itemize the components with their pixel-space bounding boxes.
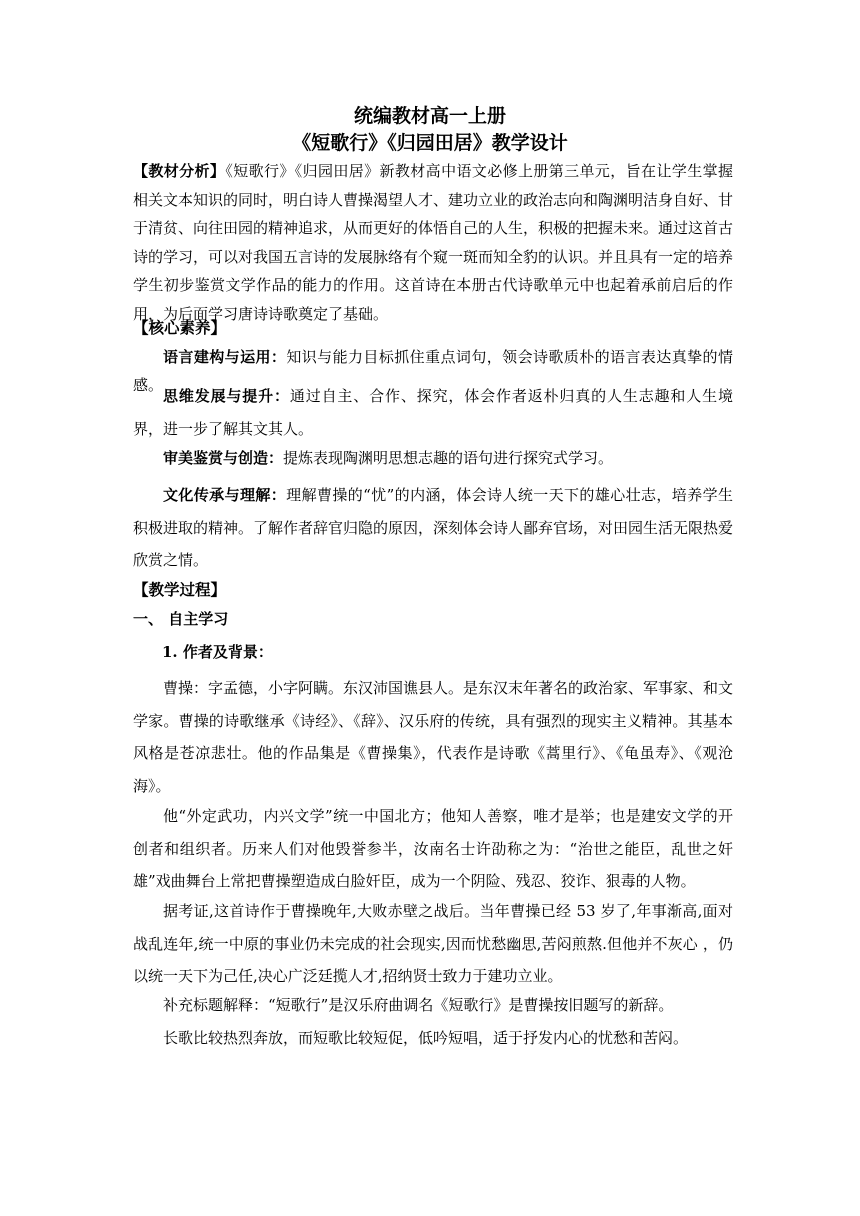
core-item-label: 审美鉴赏与创造： <box>163 449 284 467</box>
item-author-background: 1. 作者及背景： <box>162 643 273 661</box>
core-item-label: 语言建构与运用： <box>163 348 287 366</box>
core-item-text: 提炼表现陶渊明思想志趣的语句进行探究式学习。 <box>283 449 614 467</box>
core-item-text: 理解曹操的“忧”的内涵，体会诗人统一天下的雄心壮志，培养学生积极进取的精神。了解作者辞官归隐的原因，深刻体会诗人鄙弃官场，对田园生活无限热爱欣赏之情。 <box>133 486 734 569</box>
core-item-label: 文化传承与理解： <box>163 486 287 504</box>
paragraph-cao-cao-legacy: 他“外定武功，内兴文学”统一中国北方；他知人善察，唯才是举；也是建安文学的开创者和组织者。历来人们对他毁誉参半，汝南名士许劭称之为：“治世之能臣，乱世之奸雄”戏曲舞台上常把曹操塑造成白脸奸臣，成为一个阴险、残忍、狡诈、狠毒的人物。 <box>133 807 733 890</box>
core-item-culture <box>133 479 733 577</box>
textbook-analysis-text: 《短歌行》《归园田居》新教材高中语文必修上册第三单元，旨在让学生掌握相关文本知识的同时，明白诗人曹操渴望人才、建功立业的政治志向和陶渊明洁身自好、甘于清贫、向往田园的精神追求，从而更好的体悟自己的人生，积极的把握未来。通过这首古诗的学习，可以对我国五言诗的发展脉络有个窥一斑而知全豹的认识。并且具有一定的培养学生初步鉴赏文学作品的能力的作用。这首诗在本册古代诗歌单元中也起着承前启后的作用，为后面学习唐诗诗歌奠定了基础。 <box>133 162 734 323</box>
core-item-aesthetic <box>133 444 733 472</box>
core-item-thinking <box>133 380 733 445</box>
paragraph-short-song-note: 长歌比较热烈奔放，而短歌比较短促，低吟短唱，适于抒发内心的忧愁和苦闷。 <box>163 1029 689 1047</box>
paragraph-title-explanation: 补充标题解释：“短歌行”是汉乐府曲调名《短歌行》是曹操按旧题写的新辞。 <box>163 996 674 1014</box>
core-item-label: 思维发展与提升： <box>163 387 290 405</box>
section-self-study: 一、 自主学习 <box>133 610 229 628</box>
core-item-text: 通过自主、合作、探究，体会作者返朴归真的人生志趣和人生境界，进一步了解其文其人。 <box>133 387 733 438</box>
textbook-analysis-label: 【教材分析】 <box>133 162 226 180</box>
paragraph-cao-cao-bio: 曹操：字孟德，小字阿瞒。东汉沛国谯县人。是东汉末年著名的政治家、军事家、和文学家。曹操的诗歌继承《诗经》、《辞》、汉乐府的传统，具有强烈的现实主义精神。其基本风格是苍凉悲壮。他的作品集是《曹操集》，代表作是诗歌《蒿里行》、《龟虽寿》、《观沧海》。 <box>133 679 734 795</box>
core-item-text: 知识与能力目标抓住重点词句，领会诗歌质朴的语言表达真挚的情感。 <box>133 348 733 394</box>
document-title-line2: 《短歌行》《归园田居》教学设计 <box>292 132 568 154</box>
teaching-process-heading: 【教学过程】 <box>133 580 227 599</box>
core-literacy-heading: 【核心素养】 <box>133 318 227 337</box>
textbook-analysis-paragraph <box>133 157 733 329</box>
document-title-line1: 统编教材高一上册 <box>353 105 506 127</box>
paragraph-poem-background: 据考证,这首诗作于曹操晚年,大败赤壁之战后。当年曹操已经 53 岁了,年事渐高,面对战乱连年,统一中原的事业仍未完成的社会现实,因而忧愁幽思,苦闷煎熬.但他并不灰心 ，仍以统一天下为己任,决心广泛廷揽人才,招纳贤士致力于建功立业。 <box>133 902 733 985</box>
